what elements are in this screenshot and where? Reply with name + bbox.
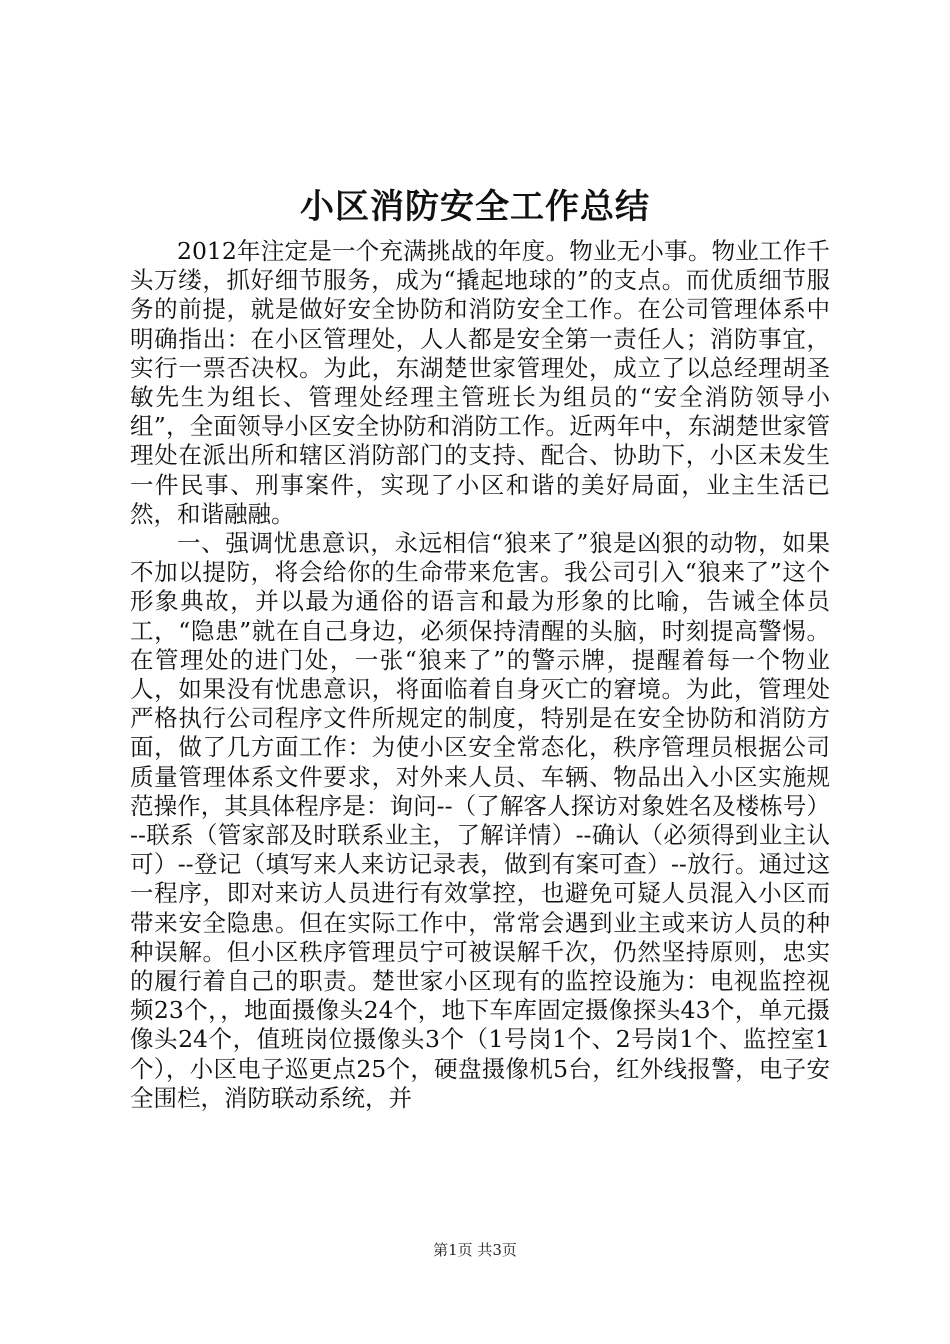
paragraph-section-one: 一、强调忧患意识，永远相信“狼来了”狼是凶狠的动物，如果不加以提防，将会给你的生命带来危害。我公司引入“狼来了”这个形象典故，并以最为通俗的语言和最为形象的比喻，告诫全体员工，“隐患”就在自己身边，必须保持清醒的头脑，时刻提高警惕。在管理处的进门处，一张“狼来了”的警示牌，提醒着每一个物业人，如果没有忧患意识，将面临着自身灭亡的窘境。为此，管理处严格执行公司程序文件所规定的制度，特别是在安全协防和消防方面，做了几方面工作：为使小区安全常态化，秩序管理员根据公司质量管理体系文件要求，对外来人员、车辆、物品出入小区实施规范操作，其具体程序是：询问--（了解客人探访对象姓名及楼栋号）--联系（管家部及时联系业主，了解详情）--确认（必须得到业主认可）--登记（填写来人来访记录表，做到有案可查）--放行。通过这一程序，即对来访人员进行有效掌控，也避免可疑人员混入小区而带来安全隐患。但在实际工作中，常常会遇到业主或来访人员的种种误解。但小区秩序管理员宁可被误解千次，仍然坚持原则，忠实的履行着自己的职责。楚世家小区现有的监控设施为：电视监控视频23个，，地面摄像头24个，地下车库固定摄像探头43个，单元摄像头24个，值班岗位摄像头3个（1号岗1个、2号岗1个、监控室1个），小区电子巡更点25个，硬盘摄像机5台，红外线报警，电子安全围栏，消防联动系统，并: [130, 529, 830, 1112]
document-title: 小区消防安全工作总结: [300, 187, 650, 227]
paragraph-intro: 2012年注定是一个充满挑战的年度。物业无小事。物业工作千头万缕，抓好细节服务，成为“撬起地球的”的支点。而优质细节服务的前提，就是做好安全协防和消防安全工作。在公司管理体系中明确指出：在小区管理处，人人都是安全第一责任人；消防事宜，实行一票否决权。为此，东湖楚世家管理处，成立了以总经理胡圣敏先生为组长、管理处经理主管班长为组员的“安全消防领导小组”，全面领导小区安全协防和消防工作。近两年中，东湖楚世家管理处在派出所和辖区消防部门的支持、配合、协助下，小区未发生一件民事、刑事案件，实现了小区和谐的美好局面，业主生活已然，和谐融融。: [130, 237, 830, 528]
document-body: [130, 237, 830, 1113]
page-number-footer: 第1页 共3页: [433, 1241, 517, 1259]
